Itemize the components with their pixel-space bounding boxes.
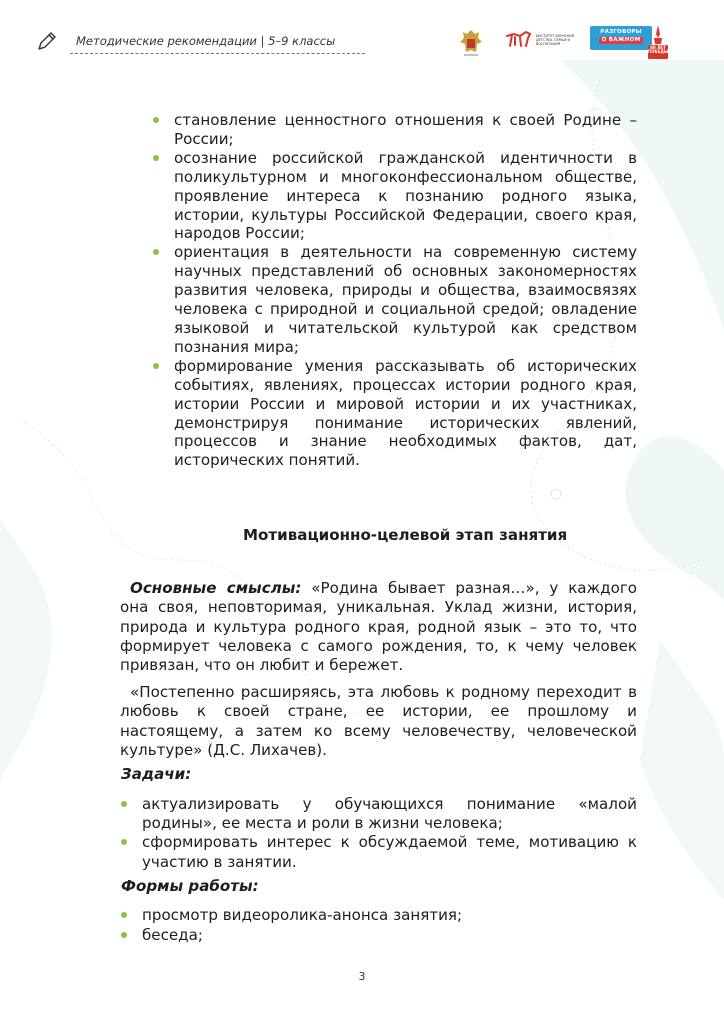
- tasks-heading: Задачи:: [121, 765, 192, 783]
- bullet-icon: [153, 363, 159, 369]
- pencil-icon: [36, 30, 58, 52]
- list-item: [174, 111, 637, 149]
- list-item: [142, 906, 637, 926]
- list-item: [174, 357, 637, 470]
- tasks-list: [142, 795, 637, 872]
- forms-heading: Формы работы:: [121, 877, 259, 895]
- list-item-text: актуализировать у обучающихся понимание «малой родины», ее места и роли в жизни человека;: [142, 795, 637, 833]
- victory-80-logo-text: 80 ЛЕТ ПОБЕДЫ: [647, 45, 669, 55]
- list-item: [142, 926, 637, 946]
- list-item: [142, 833, 637, 871]
- outcomes-list: [174, 111, 637, 470]
- main-meanings-paragraph: [120, 579, 637, 675]
- list-item: [142, 795, 637, 833]
- list-item-text: формирование умения рассказывать об исторических событиях, явлениях, процессах истории родного края, истории России и мировой истории и их участниках, демонстрируя понимание исторических явлений, процессов и знание необходимых фактов, дат, исторических понятий.: [174, 356, 637, 470]
- paragraph-lead: Основные смыслы:: [130, 579, 302, 597]
- list-item-text: становление ценностного отношения к своей Родине – России;: [174, 111, 637, 148]
- bullet-icon: [121, 801, 127, 807]
- institute-horse-logo-icon: [504, 28, 534, 50]
- razgovory-logo-bottom: О ВАЖНОМ: [599, 37, 644, 44]
- institute-logo-text: ИНСТИТУТ ИЗУЧЕНИЯ ДЕТСТВА, СЕМЬИ И ВОСПИТАНИЯ: [536, 34, 575, 46]
- list-item-text: просмотр видеоролика-анонса занятия;: [142, 906, 463, 924]
- bullet-icon: [153, 155, 159, 161]
- quote-paragraph: «Постепенно расширяясь, эта любовь к родному переходит в любовь к своей стране, ее истории, ее прошлому и настоящему, а затем ко всему человечеству, человеческой культуре» (Д.С. Лихачев).: [120, 683, 637, 759]
- bullet-icon: [153, 117, 159, 123]
- section-heading: Мотивационно-целевой этап занятия: [243, 526, 568, 544]
- bullet-icon: [121, 912, 127, 918]
- list-item: [174, 243, 637, 356]
- list-item-text: осознание российской гражданской идентичности в поликультурном и многоконфессиональном обществе, проявление интереса к познанию родного языка, истории, культуры Российской Федерации, своего края, народов России;: [174, 148, 637, 243]
- header-title: Методические рекомендации | 5–9 классы: [76, 34, 336, 48]
- list-item-text: беседа;: [142, 925, 203, 944]
- header-divider: [70, 53, 365, 54]
- forms-list: [142, 906, 637, 945]
- bullet-icon: [121, 932, 127, 938]
- list-item-text: ориентация в деятельности на современную систему научных представлений об основных закономерностях развития человека, природы и общества, взаимосвязях человека с природной и социальной средой; овладение языковой и читательской культурой как средством познания мира;: [174, 243, 637, 356]
- razgovory-logo-top: РАЗГОВОРЫ: [600, 29, 642, 35]
- razgovory-logo: [590, 26, 652, 50]
- paragraph-text: «Родина бывает разная…», у каждого она своя, неповторимая, уникальная. Уклад жизни, история, природа и культура родного края, родной язык – это то, что формирует человека с самого рождения, то, к чему человек привязан, что он любит и бережет.: [120, 579, 637, 675]
- list-item-text: сформировать интерес к обсуждаемой теме, мотивацию к участию в занятии.: [142, 833, 637, 871]
- list-item: [174, 149, 637, 244]
- page-number: 3: [358, 970, 366, 983]
- ministry-emblem-icon: [458, 28, 484, 58]
